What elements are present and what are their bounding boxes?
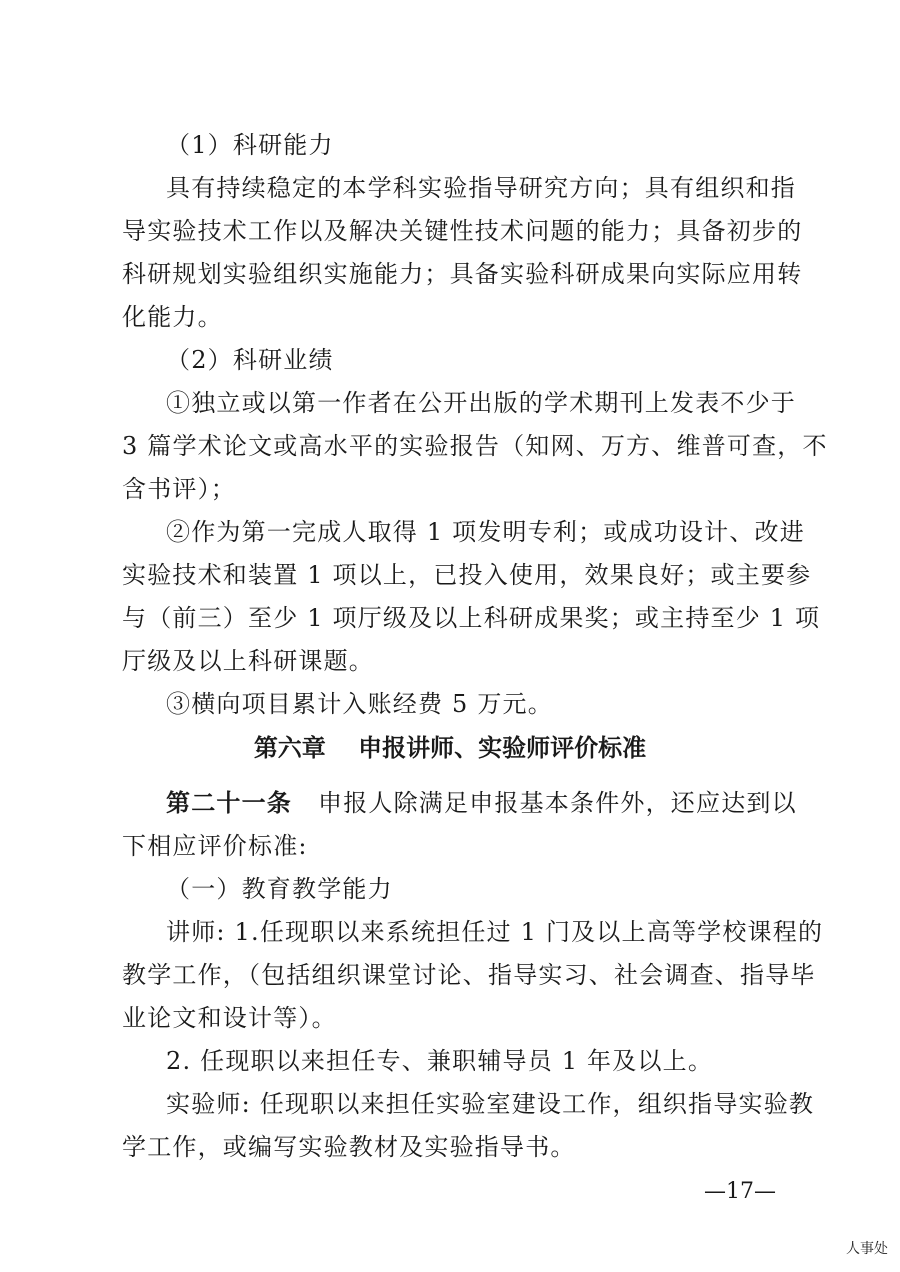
- paragraph-line: 厅级及以上科研课题。: [122, 647, 374, 675]
- paragraph-line: 业论文和设计等）。: [122, 1004, 337, 1032]
- article-line: [166, 788, 797, 818]
- paragraph-line: 与（前三）至少 1 项厅级及以上科研成果奖；或主持至少 1 项: [122, 604, 821, 632]
- page-number: —17—: [704, 1179, 776, 1204]
- paragraph-line: 下相应评价标准:: [122, 832, 308, 860]
- paragraph-line: 导实验技术工作以及解决关键性技术问题的能力；具备初步的: [122, 217, 803, 245]
- paragraph-line: 2. 任现职以来担任专、兼职辅导员 1 年及以上。: [166, 1047, 714, 1075]
- article-heading: 第二十一条: [166, 789, 292, 817]
- chapter-title: 第六章 申报讲师、实验师评价标准: [253, 734, 647, 762]
- paragraph-line: 具有持续稳定的本学科实验指导研究方向；具有组织和指: [166, 174, 796, 202]
- paragraph-line: ①独立或以第一作者在公开出版的学术期刊上发表不少于: [166, 389, 796, 417]
- article-text: 申报人除满足申报基本条件外，还应达到以: [318, 789, 797, 817]
- paragraph-line: ②作为第一完成人取得 1 项发明专利；或成功设计、改进: [166, 518, 805, 546]
- paragraph-line: 化能力。: [122, 303, 223, 331]
- section-heading-research-achievements: （2）科研业绩: [166, 346, 334, 374]
- paragraph-line: 讲师: 1.任现职以来系统担任过 1 门及以上高等学校课程的: [166, 918, 824, 946]
- paragraph-line: 教学工作，（包括组织课堂讨论、指导实习、社会调查、指导毕: [122, 961, 816, 989]
- section-heading-teaching-ability: （一）教育教学能力: [166, 875, 393, 903]
- section-heading-research-ability: （1）科研能力: [166, 131, 334, 159]
- paragraph-line: 3 篇学术论文或高水平的实验报告（知网、万方、维普可查，不: [122, 432, 828, 460]
- paragraph-line: 实验师: 任现职以来担任实验室建设工作，组织指导实验教: [166, 1090, 815, 1118]
- paragraph-line: 实验技术和装置 1 项以上，已投入使用，效果良好；或主要参: [122, 561, 812, 589]
- paragraph-line: 学工作，或编写实验教材及实验指导书。: [122, 1133, 576, 1161]
- paragraph-line: 含书评）；: [122, 475, 236, 503]
- department-stamp: 人事处: [846, 1241, 888, 1257]
- paragraph-line: ③横向项目累计入账经费 5 万元。: [166, 690, 553, 718]
- paragraph-line: 科研规划实验组织实施能力；具备实验科研成果向实际应用转: [122, 260, 803, 288]
